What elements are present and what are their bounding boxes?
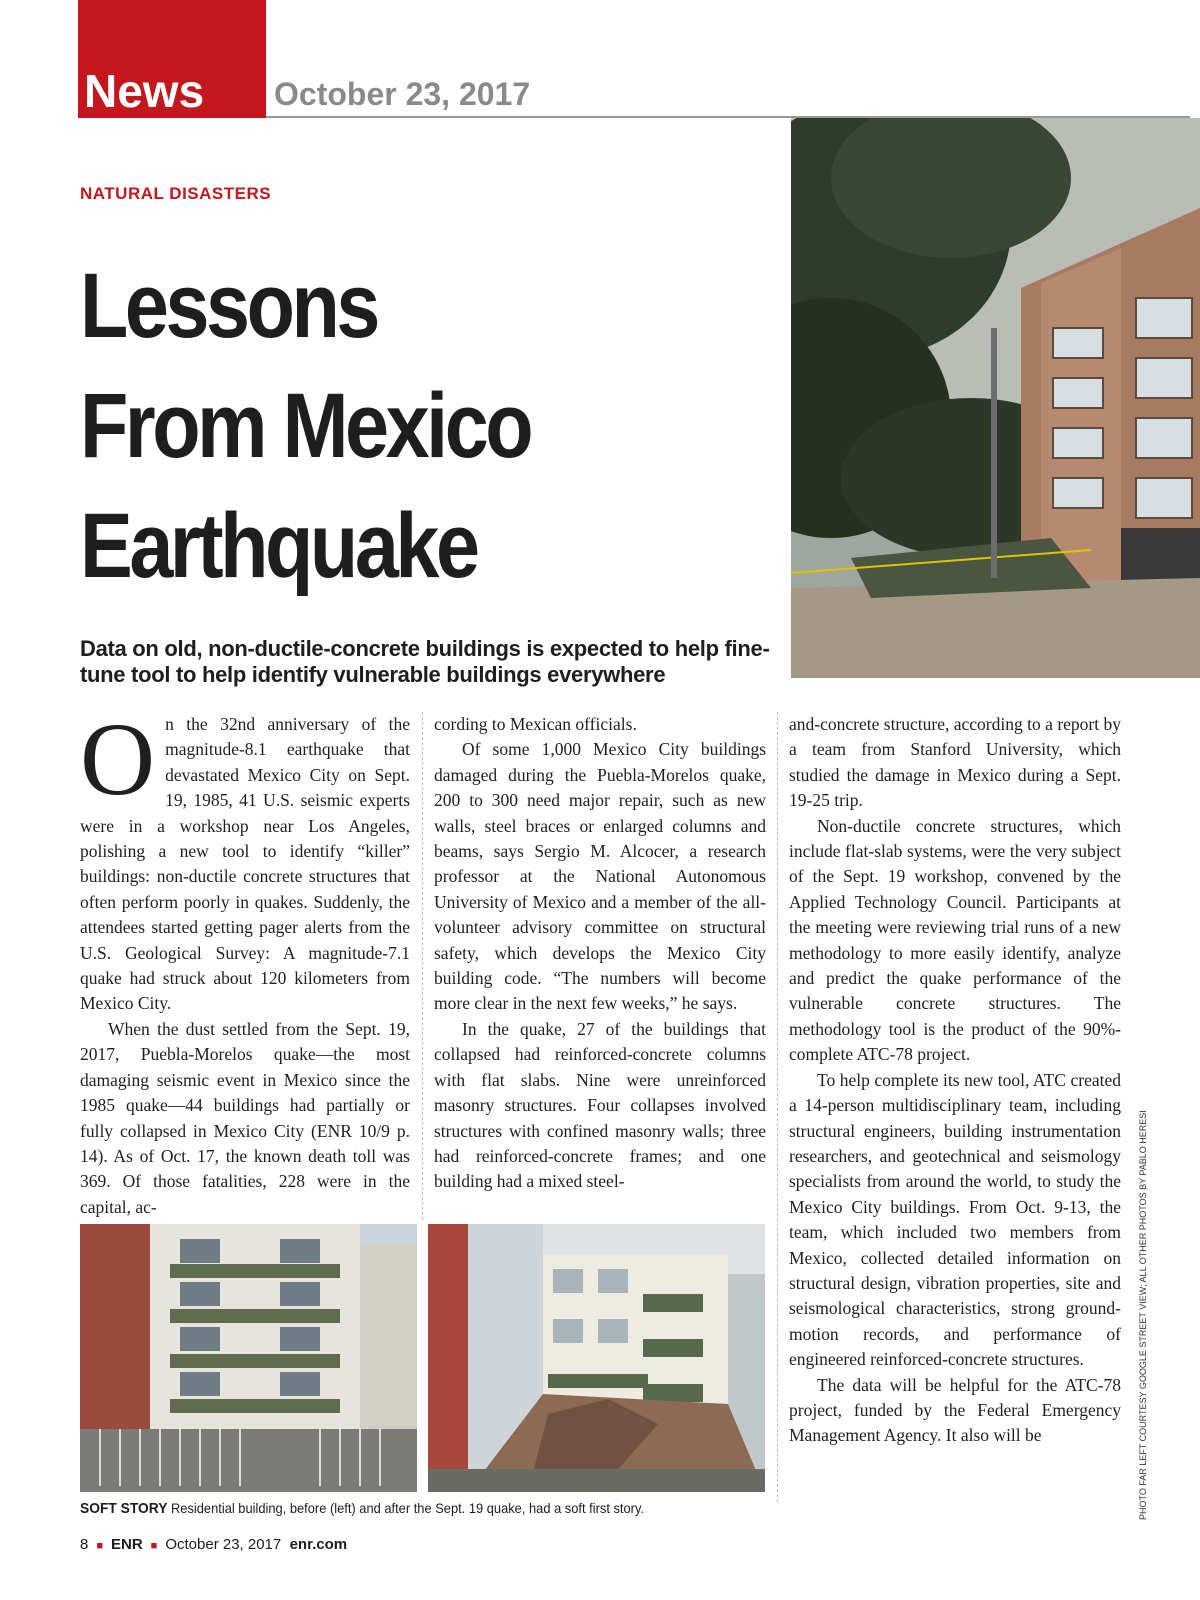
paragraph: When the dust settled from the Sept. 19, 2017, Puebla-Morelos quake—the most damaging seismic event in Mexico since the 1985 quake—44 buildings had partially or fully collapsed in Mexico City (ENR 10/9 p. 14). As of Oct. 17, the known death toll was 369. Of those fatalities, 228 were in the capital, ac- bbox=[80, 1018, 410, 1217]
site-link[interactable]: enr.com bbox=[289, 1536, 348, 1553]
headline-line: Earthquake bbox=[80, 495, 477, 597]
before-photo-image bbox=[80, 1224, 417, 1492]
column-divider bbox=[777, 712, 779, 1502]
paragraph: Of some 1,000 Mexico City buildings damaged during the Puebla-Morelos quake, 200 to 300 need major repair, such as new walls, steel braces or enlarged columns and beams, says Sergio M. Alcocer, a research professor at the National Autonomous University of Mexico and a member of the all-volunteer advisory committee on structural safety, which develops the Mexico City building code. “The numbers will become more clear in the next few weeks,” he says. bbox=[434, 739, 766, 1014]
photo-credit: PHOTO FAR LEFT COURTESY GOOGLE STREET VIEW; ALL OTHER PHOTOS BY PABLO HERESI bbox=[1138, 1110, 1148, 1520]
body-column-1 bbox=[80, 702, 410, 1220]
drop-cap: O bbox=[80, 702, 156, 817]
caption-text: Residential building, before (left) and after the Sept. 19 quake, had a soft first story. bbox=[170, 1500, 645, 1516]
body-column-3 bbox=[789, 712, 1121, 1449]
publication-name: ENR bbox=[111, 1536, 143, 1553]
street-photo bbox=[791, 118, 1200, 678]
issue-date: October 23, 2017 bbox=[274, 76, 531, 112]
section-title: News bbox=[84, 65, 205, 117]
category-label: NATURAL DISASTERS bbox=[80, 184, 272, 203]
headline-line: Lessons bbox=[80, 255, 377, 357]
after-photo-image bbox=[428, 1224, 765, 1492]
separator-icon: ■ bbox=[96, 1540, 103, 1552]
photo-caption bbox=[80, 1500, 724, 1517]
before-photo bbox=[80, 1224, 417, 1492]
deck: Data on old, non-ductile-concrete buildings is expected to help fine-tune tool to help identify vulnerable buildings everywhere bbox=[80, 636, 770, 687]
street-photo-image bbox=[791, 118, 1200, 678]
page-footer bbox=[80, 1536, 347, 1553]
page-number: 8 bbox=[80, 1536, 89, 1553]
column-divider bbox=[422, 712, 424, 1220]
paragraph: Non-ductile concrete structures, which include flat-slab systems, were the very subject of the Sept. 19 workshop, convened by the Applied Technology Council. Participants at the meeting were reviewing trial runs of a new methodology to more easily identify, analyze and predict the quake performance of the vulnerable concrete structures. The methodology tool is the product of the 90%-complete ATC-78 project. bbox=[789, 815, 1121, 1065]
paragraph: In the quake, 27 of the buildings that collapsed had reinforced-concrete columns with flat slabs. Nine were unreinforced masonry structures. Four collapses involved structures with confined masonry walls; three had reinforced-concrete frames; and one building had a mixed steel- bbox=[434, 1018, 766, 1192]
paragraph: The data will be helpful for the ATC-78 project, funded by the Federal Emergency Management Agency. It also will be bbox=[789, 1374, 1121, 1446]
separator-icon: ■ bbox=[150, 1540, 158, 1552]
body-column-2 bbox=[434, 712, 766, 1195]
headline-line: From Mexico bbox=[80, 375, 531, 477]
after-photo bbox=[428, 1224, 765, 1492]
caption-lead: SOFT STORY bbox=[80, 1500, 168, 1517]
paragraph: and-concrete structure, according to a report by a team from Stanford University, which studied the damage in Mexico during a Sept. 19-25 trip. bbox=[789, 714, 1121, 811]
paragraph: cording to Mexican officials. bbox=[434, 714, 637, 734]
footer-date: October 23, 2017 bbox=[165, 1536, 282, 1553]
paragraph: n the 32nd anniversary of the magnitude-8.1 earthquake that devastated Mexico City on Sept. 19, 1985, 41 U.S. seismic experts were in a workshop near Los Angeles, polishing a new tool to identify “killer” buildings: non-ductile concrete structures that often perform poorly in quakes. Suddenly, the attendees started getting pager alerts from the U.S. Geological Survey: A magnitude-7.1 quake had struck about 120 kilometers from Mexico City. bbox=[80, 714, 410, 1014]
headline bbox=[80, 246, 682, 606]
paragraph: To help complete its new tool, ATC created a 14-person multidisciplinary team, including structural engineers, building instrumentation researchers, and geotechnical and seismology specialists from around the world, to study the Mexico City buildings. From Oct. 9-13, the team, which included two members from Mexico, collected detailed information on structural design, vibration properties, site and seismological characteristics, strong ground-motion records, and performance of engineered reinforced-concrete structures. bbox=[789, 1069, 1121, 1370]
